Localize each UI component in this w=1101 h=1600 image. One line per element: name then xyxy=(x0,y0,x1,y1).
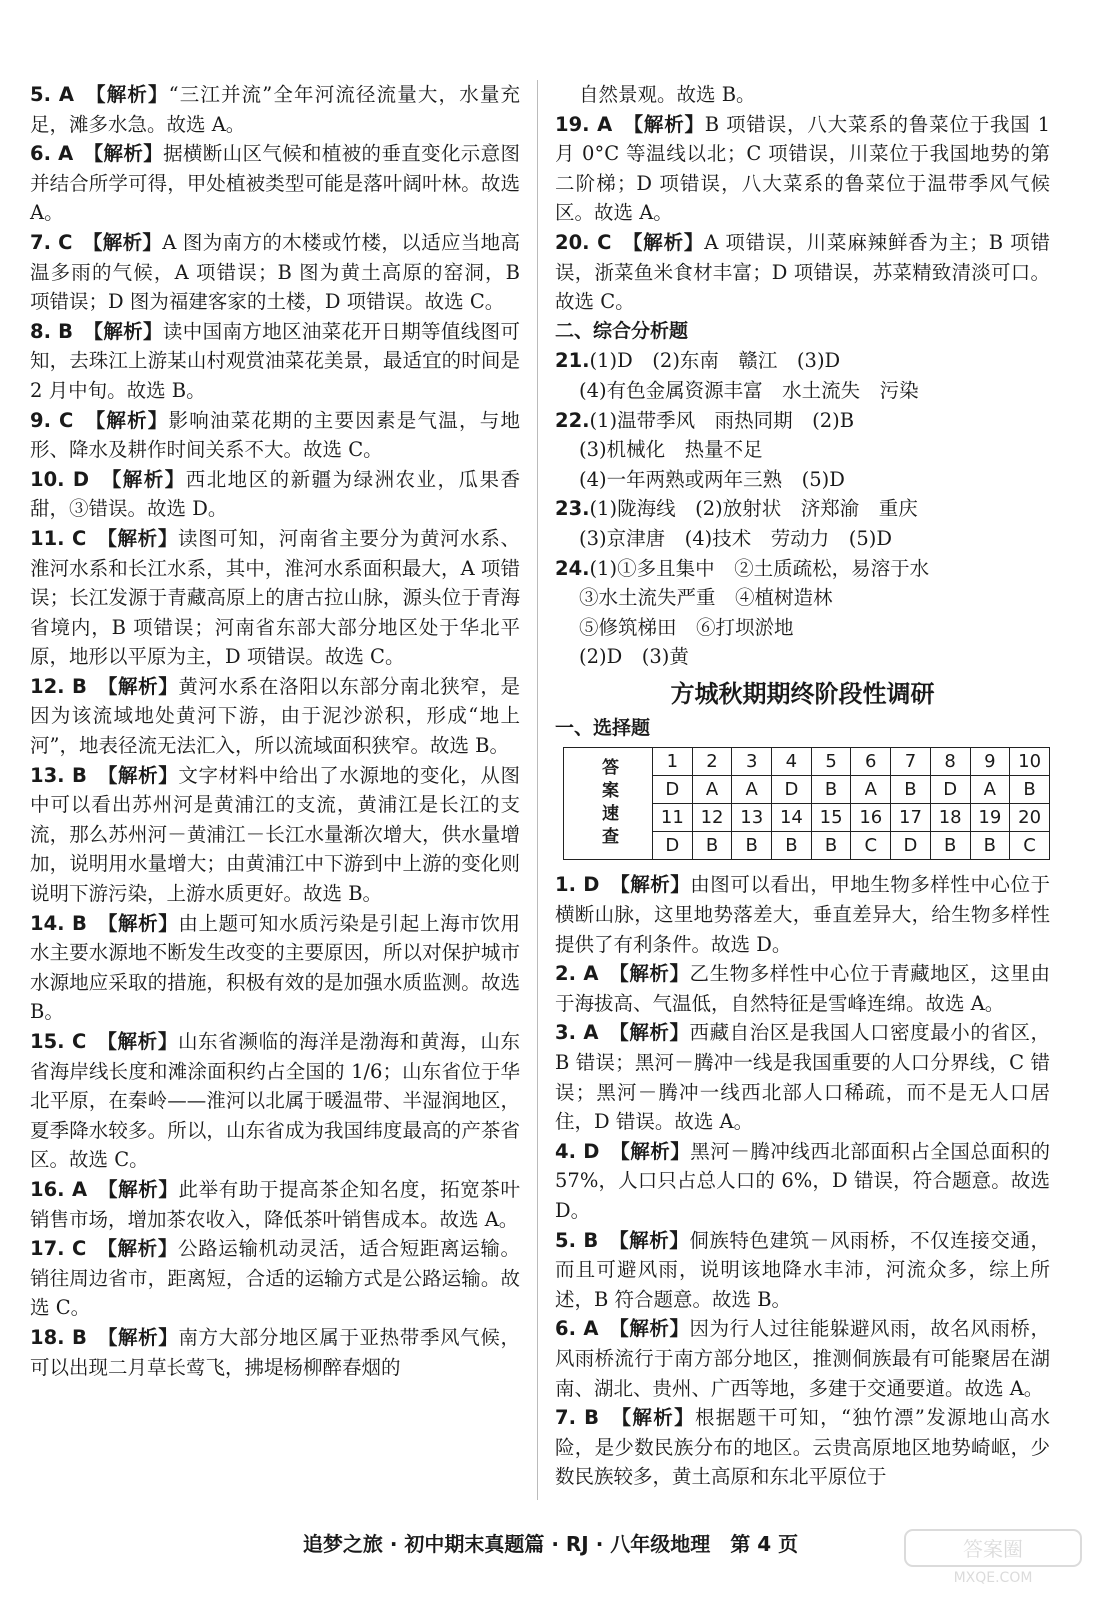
explanation-text: 西北地区的新疆为绿洲农业，瓜果香甜，③错误。故选 D。 xyxy=(30,467,520,521)
explanation-text: 黑河－腾冲线西北部面积占全国总面积的 57%，人口只占总人口的 6%，D 错误，符合题意。故选 D。 xyxy=(555,1139,1050,1222)
table-question-number: 13 xyxy=(732,804,772,832)
question-number: 23. xyxy=(555,497,590,521)
answer-line xyxy=(555,435,1050,465)
table-question-number: 16 xyxy=(851,804,891,832)
explanation-item xyxy=(30,1027,520,1175)
explanation-text: 由图可以看出，甲地生物多样性中心位于横断山脉，这里地势落差大，垂直差异大，给生物多样性提供了有利条件。故选 D。 xyxy=(555,873,1050,956)
table-question-number: 3 xyxy=(732,748,772,776)
question-number: 19. A xyxy=(555,112,613,136)
explanation-text: 读中国南方地区油菜花开日期等值线图可知，去珠江上游某山村观赏油菜花美景，最适宜的时间是 2 月中旬。故选 B。 xyxy=(30,319,520,402)
table-question-number: 18 xyxy=(930,804,970,832)
question-number: 12. B xyxy=(30,674,87,698)
explanation-item xyxy=(555,1314,1050,1403)
table-answer: B xyxy=(732,832,772,860)
answer-line xyxy=(555,554,1050,584)
explanation-text: 文字材料中给出了水源地的变化，从图中可以看出苏州河是黄浦江的支流，黄浦江是长江的支流，那么苏州河－黄浦江－长江水量渐次增大，供水量增加，说明用水量增大；由黄浦江中下游到中上游的变化则说明下游污染，上游水质更好。故选 B。 xyxy=(30,763,520,906)
question-number: 6. A xyxy=(30,142,74,166)
answer-line xyxy=(555,465,1050,495)
table-question-number: 19 xyxy=(970,804,1010,832)
analysis-tag: 【解析】 xyxy=(92,230,163,254)
answer-block xyxy=(555,554,1050,672)
analysis-tag: 【解析】 xyxy=(107,911,179,935)
explanation-text: 山东省濒临的海洋是渤海和黄海，山东省海岸线长度和滩涂面积约占全国的 1/6；山东省位于华北平原，在秦岭——淮河以北属于暖温带、半湿润地区，夏季降水较多。所以，山东省成为我国纬度最高的产茶省区。故选 C。 xyxy=(30,1030,520,1172)
table-question-number: 17 xyxy=(891,804,931,832)
question-number: 20. C xyxy=(555,230,612,254)
explanation-text: 乙生物多样性中心位于青藏地区，这里由于海拔高、气温低，自然特征是雪峰连绵。故选 A。 xyxy=(555,962,1050,1015)
question-number: 7. B xyxy=(555,1406,599,1430)
table-answer: C xyxy=(1010,832,1050,860)
explanation-item xyxy=(30,761,520,909)
table-answer: B xyxy=(930,832,970,860)
explanation-item xyxy=(555,1018,1050,1136)
section-title-analysis: 二、综合分析题 xyxy=(555,319,689,342)
table-question-number: 9 xyxy=(970,748,1010,776)
table-answer: B xyxy=(692,832,732,860)
explanation-text: 据横断山区气候和植被的垂直变化示意图并结合所学可得，甲处植被类型可能是落叶阔叶林。故选 A。 xyxy=(30,142,520,225)
question-number: 9. C xyxy=(30,408,74,432)
explanation-item xyxy=(30,1323,520,1382)
question-number: 14. B xyxy=(30,911,87,935)
explanation-item xyxy=(30,1175,520,1234)
analysis-tag: 【解析】 xyxy=(107,1177,179,1201)
explanation-text: “三江并流”全年河流径流量大，水量充足，滩多水急。故选 A。 xyxy=(30,83,520,136)
table-question-number: 8 xyxy=(930,748,970,776)
explanation-text: 因为行人过往能躲避风雨，故名风雨桥，风雨桥流行于南方部分地区，推测侗族最有可能聚居在湖南、湖北、贵州、广西等地，多建于交通要道。故选 A。 xyxy=(555,1317,1050,1400)
column-divider xyxy=(537,80,538,1500)
explanation-item xyxy=(555,228,1050,317)
table-question-number: 14 xyxy=(772,804,812,832)
answer-text: (1)①多且集中 ②土质疏松，易溶于水 xyxy=(589,556,930,580)
explanation-text: B 项错误，八大菜系的鲁菜位于我国 1 月 0°C 等温线以北；C 项错误，川菜位于我国地势的第二阶梯；D 项错误，八大菜系的鲁菜位于温带季风气候区。故选 A。 xyxy=(555,112,1050,225)
table-question-number: 7 xyxy=(891,748,931,776)
explanation-text: 根据题干可知，“独竹漂”发源地山高水险，是少数民族分布的地区。云贵高原地区地势崎岖，少数民族较多，黄土高原和东北平原位于 xyxy=(555,1406,1050,1489)
table-label: 答案速查 xyxy=(564,748,653,860)
answer-text: (3)京津唐 (4)技术 劳动力 (5)D xyxy=(579,526,892,550)
question-number: 11. C xyxy=(30,526,87,550)
analysis-tag: 【解析】 xyxy=(632,230,705,254)
explanation-text: 黄河水系在洛阳以东部分南北狭窄，是因为该流域地处黄河下游，由于泥沙淤积，形成“地上河”，地表径流无法汇入，所以流域面积狭窄。故选 B。 xyxy=(30,674,520,758)
analysis-tag: 【解析】 xyxy=(633,112,705,136)
table-answer: A xyxy=(732,776,772,804)
exam-title: 方城秋期期终阶段性调研 xyxy=(670,679,935,708)
answer-line xyxy=(555,583,1050,613)
table-question-number: 20 xyxy=(1010,804,1050,832)
question-number: 2. A xyxy=(555,962,599,986)
question-number: 3. A xyxy=(555,1021,599,1045)
explanation-text: 南方大部分地区属于亚热带季风气候，可以出现二月草长莺飞，拂堤杨柳醉春烟的 xyxy=(30,1325,520,1379)
question-number: 5. A xyxy=(30,83,74,106)
table-question-number: 6 xyxy=(851,748,891,776)
answer-text: (3)机械化 热量不足 xyxy=(579,438,763,462)
analysis-tag: 【解析】 xyxy=(107,674,179,698)
answer-explanations-part1 xyxy=(555,110,1050,317)
analysis-tag: 【解析】 xyxy=(619,962,690,986)
table-answer: B xyxy=(891,776,931,804)
analysis-tag: 【解析】 xyxy=(93,142,164,166)
explanation-text: 由上题可知水质污染是引起上海市饮用水主要水源地不断发生改变的主要原因，所以对保护城市水源地应采取的措施，积极有效的是加强水质监测。故选 B。 xyxy=(30,911,520,1024)
analysis-tag: 【解析】 xyxy=(107,1237,178,1261)
answer-line xyxy=(555,376,1050,406)
analysis-tag: 【解析】 xyxy=(95,83,169,106)
answer-line xyxy=(555,613,1050,643)
explanation-item xyxy=(30,406,520,465)
watermark-logo xyxy=(903,1526,1083,1586)
svg-text:答案圈: 答案圈 xyxy=(963,1537,1023,1561)
question-number: 8. B xyxy=(30,319,73,343)
question-number: 15. C xyxy=(30,1030,87,1053)
analysis-tag: 【解析】 xyxy=(619,1021,690,1045)
explanation-item xyxy=(30,80,520,139)
answer-text: (1)温带季风 雨热同期 (2)B xyxy=(589,408,855,432)
table-answer: B xyxy=(970,832,1010,860)
analysis-tag: 【解析】 xyxy=(619,1317,690,1341)
question-number: 16. A xyxy=(30,1177,88,1201)
table-answer: A xyxy=(970,776,1010,804)
answer-text: ③水土流失严重 ④植树造林 xyxy=(579,586,833,610)
explanation-item xyxy=(30,909,520,1027)
page-footer: 追梦之旅 · 初中期末真题篇 · RJ · 八年级地理 第 4 页 xyxy=(302,1532,799,1556)
table-answer: C xyxy=(851,832,891,860)
answer-text: (1)D (2)东南 赣江 (3)D xyxy=(589,349,841,373)
table-answer: B xyxy=(772,832,812,860)
analysis-tag: 【解析】 xyxy=(95,408,169,432)
table-answer: B xyxy=(811,776,851,804)
question-number: 1. D xyxy=(555,873,600,897)
explanation-item xyxy=(30,524,520,672)
table-answer: D xyxy=(930,776,970,804)
table-question-number: 10 xyxy=(1010,748,1050,776)
explanation-text: 侗族特色建筑－风雨桥，不仅连接交通，而且可避风雨，说明该地降水丰沛，河流众多，综上所述，B 符合题意。故选 B。 xyxy=(555,1228,1050,1311)
question-number: 21. xyxy=(555,349,590,373)
table-answer: B xyxy=(811,832,851,860)
question-number: 7. C xyxy=(30,230,73,254)
table-answer: D xyxy=(653,776,693,804)
analysis-tag: 【解析】 xyxy=(618,1228,690,1252)
analysis-tag: 【解析】 xyxy=(107,1325,179,1349)
analysis-tag: 【解析】 xyxy=(107,526,178,550)
question-number: 6. A xyxy=(555,1317,599,1341)
table-question-number: 1 xyxy=(653,748,693,776)
answer-line xyxy=(555,494,1050,524)
svg-text:MXQE.COM: MXQE.COM xyxy=(953,1570,1033,1586)
explanation-text: 公路运输机动灵活，适合短距离运输。销往周边省市，距离短，合适的运输方式是公路运输。故选 C。 xyxy=(30,1237,520,1320)
analysis-tag: 【解析】 xyxy=(620,1139,691,1163)
explanation-text: 西藏自治区是我国人口密度最小的省区，B 错误；黑河－腾冲一线是我国重要的人口分界线，C 错误；黑河－腾冲一线西北部人口稀疏，而不是无人口居住，D 错误。故选 A。 xyxy=(555,1021,1050,1134)
question-number: 18. B xyxy=(30,1325,87,1349)
question-number: 24. xyxy=(555,556,590,580)
question-number: 10. D xyxy=(30,467,90,491)
analysis-tag: 【解析】 xyxy=(107,763,179,787)
explanation-item xyxy=(555,110,1050,228)
answer-text: (1)陇海线 (2)放射状 济郑渝 重庆 xyxy=(589,497,918,521)
explanation-item xyxy=(30,317,520,406)
right-column xyxy=(555,80,1050,1492)
table-answer: B xyxy=(1010,776,1050,804)
analysis-tag: 【解析】 xyxy=(620,873,691,897)
left-column xyxy=(30,80,520,1382)
analysis-tag: 【解析】 xyxy=(111,467,186,491)
answer-text: (2)D (3)黄 xyxy=(579,645,689,669)
section-title-choice: 一、选择题 xyxy=(555,716,651,739)
explanation-item xyxy=(30,672,520,761)
table-question-number: 5 xyxy=(811,748,851,776)
table-question-number: 15 xyxy=(811,804,851,832)
table-question-number: 2 xyxy=(692,748,732,776)
explanation-item xyxy=(30,1234,520,1323)
answer-block xyxy=(555,494,1050,553)
table-question-number: 12 xyxy=(692,804,732,832)
explanation-item xyxy=(555,1137,1050,1226)
question-number: 17. C xyxy=(30,1237,87,1261)
question-number: 5. B xyxy=(555,1228,599,1252)
explanation-item xyxy=(555,870,1050,959)
explanation-item xyxy=(30,465,520,524)
answer-line xyxy=(555,346,1050,376)
analysis-tag: 【解析】 xyxy=(621,1406,695,1430)
analysis-answers xyxy=(555,346,1050,672)
answer-block xyxy=(555,346,1050,405)
table-answer: D xyxy=(891,832,931,860)
explanation-text: A 项错误，川菜麻辣鲜香为主；B 项错误，浙菜鱼米食材丰富；D 项错误，苏菜精致清淡可口。故选 C。 xyxy=(555,230,1050,314)
table-row xyxy=(564,748,1050,776)
explanation-text: 此举有助于提高茶企知名度，拓宽茶叶销售市场，增加茶农收入，降低茶叶销售成本。故选 A。 xyxy=(30,1177,520,1231)
table-answer: A xyxy=(692,776,732,804)
explanation-text: 影响油菜花期的主要因素是气温，与地形、降水及耕作时间关系不大。故选 C。 xyxy=(30,408,520,462)
answer-text: (4)有色金属资源丰富 水土流失 污染 xyxy=(579,378,919,402)
table-answer: A xyxy=(851,776,891,804)
answer-line xyxy=(555,406,1050,436)
answer-line xyxy=(555,524,1050,554)
question-number: 4. D xyxy=(555,1139,600,1163)
question-number: 22. xyxy=(555,408,590,432)
explanation-text: A 图为南方的木楼或竹楼，以适应当地高温多雨的气候，A 项错误；B 图为黄土高原的窑洞，B 项错误；D 图为福建客家的土楼，D 项错误。故选 C。 xyxy=(30,230,520,314)
table-question-number: 11 xyxy=(653,804,693,832)
answer-block xyxy=(555,406,1050,495)
explanation-item xyxy=(555,1403,1050,1492)
explanation-item xyxy=(30,139,520,228)
explanation-item xyxy=(555,1226,1050,1315)
question-number: 13. B xyxy=(30,763,87,787)
answer-explanations-part2 xyxy=(555,870,1050,1491)
answer-text: ⑤修筑梯田 ⑥打坝淤地 xyxy=(579,615,794,639)
table-answer: D xyxy=(772,776,812,804)
explanation-item xyxy=(555,959,1050,1018)
explanation-item xyxy=(30,228,520,317)
analysis-tag: 【解析】 xyxy=(93,319,163,343)
continued-text: 自然景观。故选 B。 xyxy=(579,83,756,106)
explanation-text: 读图可知，河南省主要分为黄河水系、淮河水系和长江水系，其中，淮河水系面积最大，A 项错误；长江发源于青藏高原上的唐古拉山脉，源头位于青海省境内，B 项错误；河南省东部大部分地区处于华北平原，地形以平原为主，D 项错误。故选 C。 xyxy=(30,526,520,669)
table-question-number: 4 xyxy=(772,748,812,776)
answer-quick-table xyxy=(563,747,1050,860)
answer-text: (4)一年两熟或两年三熟 (5)D xyxy=(579,467,845,491)
analysis-tag: 【解析】 xyxy=(107,1030,178,1053)
answer-line xyxy=(555,642,1050,672)
table-answer: D xyxy=(653,832,693,860)
